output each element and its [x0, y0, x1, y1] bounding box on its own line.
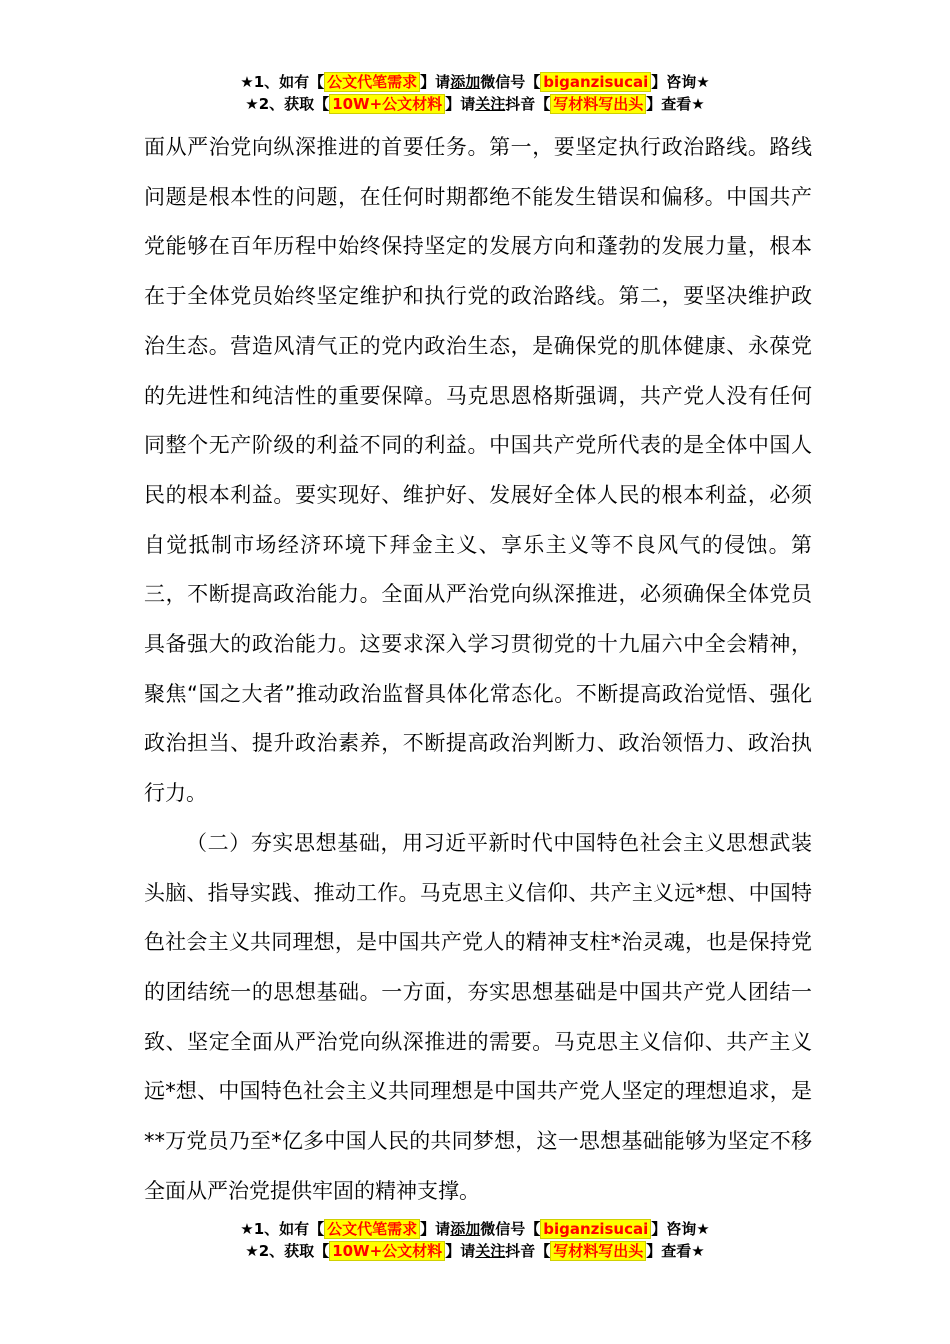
promo-text: ★1、如有【	[240, 73, 325, 91]
promo-underlined: 关注	[475, 95, 506, 113]
promo-text: 】查看★	[646, 95, 705, 113]
promo-line-2	[0, 93, 950, 115]
promo-banner-top	[0, 71, 950, 115]
promo-underlined: 添加	[450, 73, 481, 91]
promo-underlined: 关注	[475, 1242, 506, 1260]
document-body	[144, 123, 812, 1216]
promo-text: 微信号【	[480, 1220, 541, 1238]
promo-text: 】请	[445, 1242, 476, 1260]
promo-text: ★1、如有【	[240, 1220, 325, 1238]
promo-text: 】查看★	[646, 1242, 705, 1260]
highlight-materials: 10W+公文材料	[329, 1241, 445, 1261]
highlight-douyin-id: 写材料写出头	[550, 1241, 646, 1261]
promo-text: 】请	[420, 73, 451, 91]
promo-line-2	[0, 1240, 950, 1262]
promo-text: 】请	[445, 95, 476, 113]
promo-text: ★2、获取【	[245, 1242, 330, 1260]
promo-text: 】咨询★	[651, 1220, 710, 1238]
highlight-service: 公文代笔需求	[324, 1219, 420, 1239]
promo-text: 抖音【	[505, 1242, 551, 1260]
promo-text: 】咨询★	[651, 73, 710, 91]
highlight-service: 公文代笔需求	[324, 72, 420, 92]
promo-text: 抖音【	[505, 95, 551, 113]
highlight-materials: 10W+公文材料	[329, 94, 445, 114]
promo-underlined: 添加	[450, 1220, 481, 1238]
promo-text: 】请	[420, 1220, 451, 1238]
promo-line-1	[0, 1218, 950, 1240]
promo-banner-bottom	[0, 1218, 950, 1262]
promo-text: ★2、获取【	[245, 95, 330, 113]
highlight-wechat-id: biganzisucai	[540, 1219, 651, 1239]
body-paragraph-1: 面从严治党向纵深推进的首要任务。第一，要坚定执行政治路线。路线问题是根本性的问题，在任何时期都绝不能发生错误和偏移。中国共产党能够在百年历程中始终保持坚定的发展方向和蓬勃的发展力量，根本在于全体党员始终坚定维护和执行党的政治路线。第二，要坚决维护政治生态。营造风清气正的党内政治生态，是确保党的肌体健康、永葆党的先进性和纯洁性的重要保障。马克思恩格斯强调，共产党人没有任何同整个无产阶级的利益不同的利益。中国共产党所代表的是全体中国人民的根本利益。要实现好、维护好、发展好全体人民的根本利益，必须自觉抵制市场经济环境下拜金主义、享乐主义等不良风气的侵蚀。第三，不断提高政治能力。全面从严治党向纵深推进，必须确保全体党员具备强大的政治能力。这要求深入学习贯彻党的十九届六中全会精神，聚焦“国之大者”推动政治监督具体化常态化。不断提高政治觉悟、强化政治担当、提升政治素养，不断提高政治判断力、政治领悟力、政治执行力。	[144, 135, 812, 806]
promo-text: 微信号【	[480, 73, 541, 91]
promo-line-1	[0, 71, 950, 93]
highlight-douyin-id: 写材料写出头	[550, 94, 646, 114]
highlight-wechat-id: biganzisucai	[540, 72, 651, 92]
body-paragraph-2: （二）夯实思想基础，用习近平新时代中国特色社会主义思想武装头脑、指导实践、推动工作。马克思主义信仰、共产主义远*想、中国特色社会主义共同理想，是中国共产党人的精神支柱*治灵魂，也是保持党的团结统一的思想基础。一方面，夯实思想基础是中国共产党人团结一致、坚定全面从严治党向纵深推进的需要。马克思主义信仰、共产主义远*想、中国特色社会主义共同理想是中国共产党人坚定的理想追求，是**万党员乃至*亿多中国人民的共同梦想，这一思想基础能够为坚定不移全面从严治党提供牢固的精神支撑。	[144, 830, 812, 1203]
